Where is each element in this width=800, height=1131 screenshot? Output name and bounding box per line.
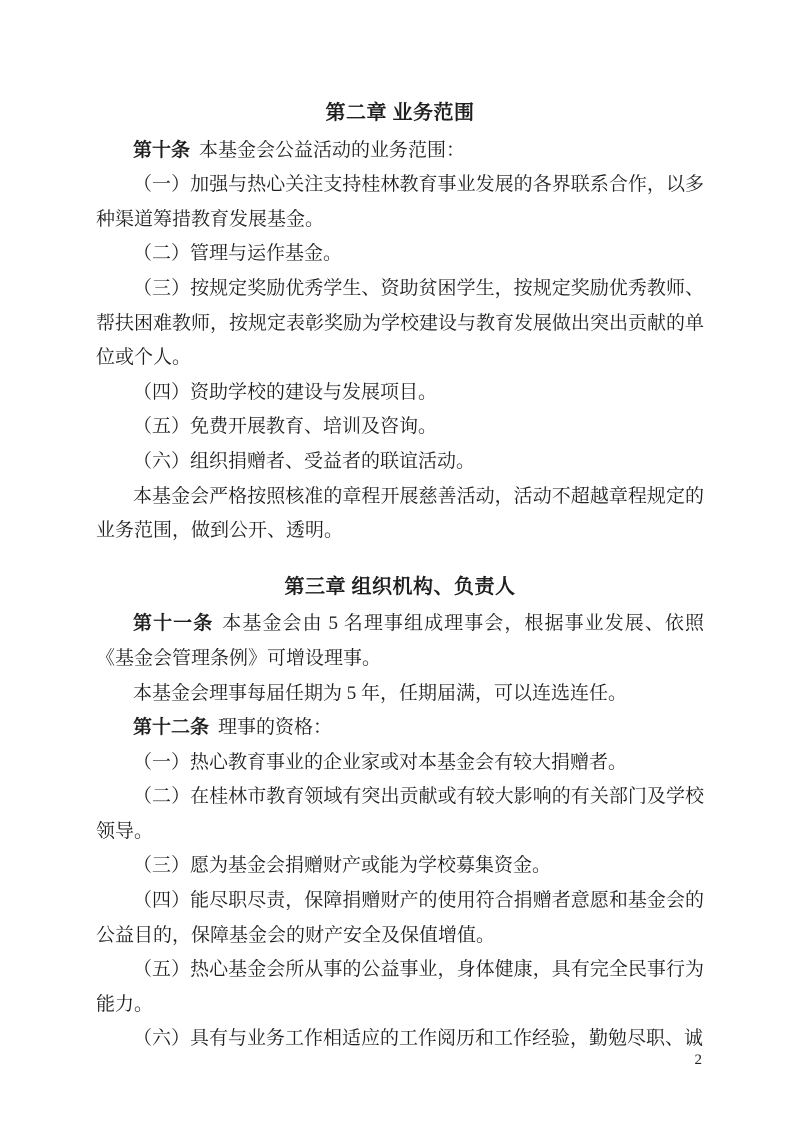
paragraph: （五）免费开展教育、培训及咨询。	[133, 416, 438, 438]
paragraph-text: 理事的资格：	[218, 717, 333, 739]
paragraph: （一）加强与热心关注支持桂林教育事业发展的各界联系合作，以多种渠道筹措教育发展基金。	[96, 174, 704, 230]
paragraph: 本基金会理事每届任期为 5 年，任期届满，可以连选连任。	[133, 682, 628, 704]
document-content	[96, 96, 704, 1057]
paragraph: （六）具有与业务工作相适应的工作阅历和工作经验，勤勉尽职、诚	[133, 1028, 704, 1050]
paragraph: （五）热心基金会所从事的公益事业，身体健康，具有完全民事行为能力。	[96, 959, 704, 1015]
paragraph: （四）资助学校的建设与发展项目。	[133, 381, 438, 403]
paragraph: （三）愿为基金会捐赠财产或能为学校募集资金。	[133, 855, 552, 877]
paragraph: （四）能尽职尽责，保障捐赠财产的使用符合捐赠者意愿和基金会的公益目的，保障基金会的财产安全及保值增值。	[96, 890, 704, 946]
paragraph	[96, 711, 704, 746]
paragraph	[96, 134, 704, 169]
chapter-heading: 第二章 业务范围	[325, 102, 475, 124]
paragraph: （一）热心教育事业的企业家或对本基金会有较大捐赠者。	[133, 751, 628, 773]
page-number: 2	[694, 1052, 702, 1068]
paragraph	[96, 607, 704, 676]
paragraph: （二）在桂林市教育领域有突出贡献或有较大影响的有关部门及学校领导。	[96, 786, 704, 842]
paragraph-text: 本基金会由 5 名理事组成理事会，根据事业发展、依照《基金会管理条例》可增设理事。	[96, 613, 704, 669]
paragraph: （六）组织捐赠者、受益者的联谊活动。	[133, 450, 476, 472]
chapter-heading: 第三章 组织机构、负责人	[284, 575, 516, 598]
article-number: 第十二条	[133, 717, 210, 739]
paragraph: 本基金会严格按照核准的章程开展慈善活动，活动不超越章程规定的业务范围，做到公开、透明。	[96, 485, 704, 542]
paragraph-text: 本基金会公益活动的业务范围：	[199, 139, 466, 161]
paragraph: （三）按规定奖励优秀学生、资助贫困学生，按规定奖励优秀教师、帮扶困难教师，按规定表彰奖励为学校建设与教育发展做出突出贡献的单位或个人。	[96, 277, 705, 369]
article-number: 第十一条	[133, 613, 214, 635]
paragraph: （二）管理与运作基金。	[133, 243, 343, 265]
article-number: 第十条	[133, 139, 191, 161]
